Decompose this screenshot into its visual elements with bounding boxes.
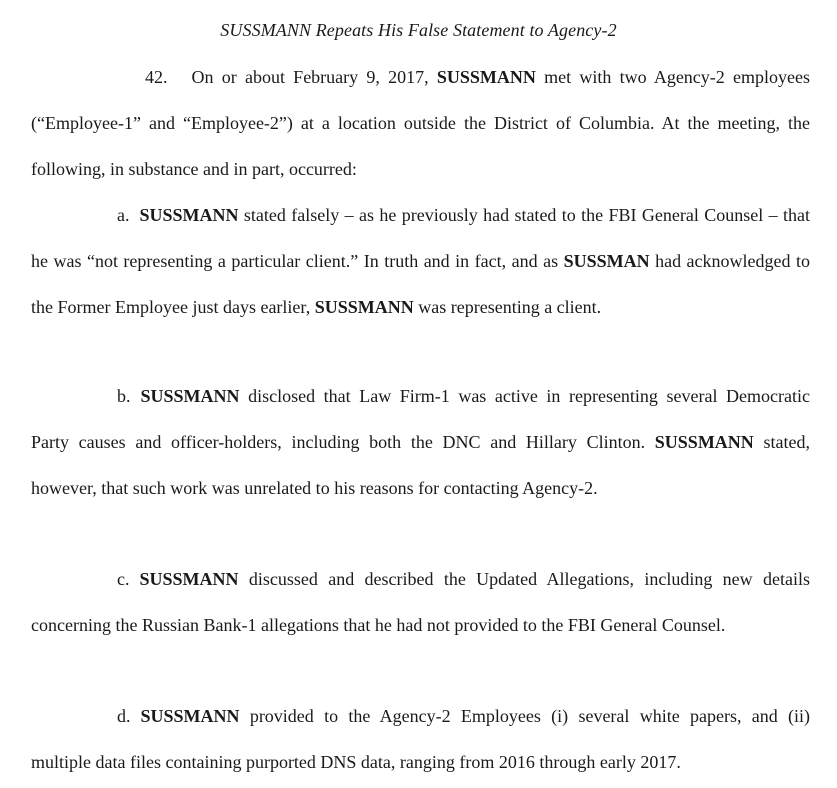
item-d	[31, 693, 810, 785]
item-letter: c.	[117, 569, 130, 589]
text-run: disclosed that Law Firm-1 was active in representing several Democratic Party causes and officer-holders, including both the DNC and Hillary Clinton.	[31, 386, 810, 452]
text-run: had acknowledged to the Former Employee just days earlier,	[31, 251, 810, 317]
text-run: stated, however, that such work was unrelated to his reasons for contacting Agency-2.	[31, 432, 810, 498]
bold-name: SUSSMANN	[139, 205, 239, 225]
bold-name: SUSSMANN	[140, 706, 240, 726]
text-run: met with two Agency-2 employees (“Employee-1” and “Employee-2”) at a location outside the District of Columbia. At the meeting, the following, in substance and in part, occurred:	[31, 67, 810, 179]
text-run: stated falsely – as he previously had stated to the FBI General Counsel – that he was “not representing a particular client.” In truth and in fact, and as	[31, 205, 810, 271]
item-a	[31, 192, 810, 330]
bold-name: SUSSMANN	[654, 432, 754, 452]
text-run: On or about February 9, 2017,	[191, 67, 437, 87]
item-b	[31, 373, 810, 511]
bold-name: SUSSMANN	[436, 67, 536, 87]
item-c-text	[31, 569, 810, 635]
item-a-text	[31, 205, 810, 317]
item-letter: d.	[117, 706, 131, 726]
item-c	[31, 556, 810, 648]
bold-name: SUSSMANN	[139, 569, 239, 589]
item-d-text	[31, 706, 810, 772]
bold-name: SUSSMAN	[563, 251, 650, 271]
bold-name: SUSSMANN	[314, 297, 414, 317]
bold-name: SUSSMANN	[140, 386, 240, 406]
text-run: provided to the Agency-2 Employees (i) several white papers, and (ii) multiple data files containing purported DNS data, ranging from 2016 through early 2017.	[31, 706, 810, 772]
item-letter: a.	[117, 205, 130, 225]
text-run: was representing a client.	[413, 297, 602, 317]
item-b-text	[31, 386, 810, 498]
paragraph-42	[31, 54, 810, 192]
section-heading: SUSSMANN Repeats His False Statement to Agency-2	[220, 20, 617, 40]
text-run: discussed and described the Updated Allegations, including new details concerning the Russian Bank-1 allegations that he had not provided to the FBI General Counsel.	[31, 569, 810, 635]
item-letter: b.	[117, 386, 131, 406]
paragraph-number: 42.	[145, 67, 168, 87]
